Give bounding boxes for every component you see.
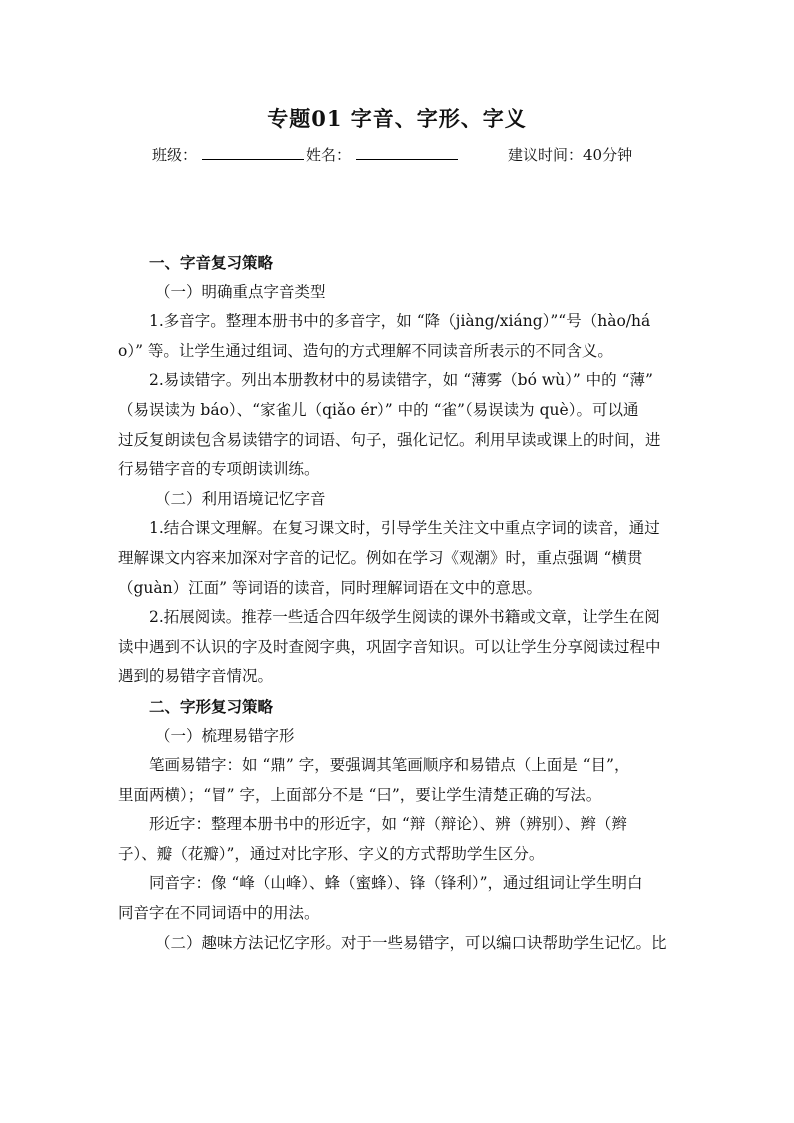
section-heading: 一、字音复习策略 [149, 253, 274, 272]
body-text-line: 形近字：整理本册书中的形近字，如 “辩（辩论）、辨（辨别）、辫（辫 [149, 815, 627, 834]
class-label: 班级： [152, 146, 198, 164]
body-text-line: 子）、瓣（花瓣）”，通过对比字形、字义的方式帮助学生区分。 [118, 844, 545, 863]
body-text-line: 理解课文内容来加深对字音的记忆。例如在学习《观潮》时，重点强调 “横贯 [118, 548, 643, 567]
document-body [118, 248, 678, 958]
body-text-line: 1.结合课文理解。在复习课文时，引导学生关注文中重点字词的读音，通过 [149, 519, 660, 538]
body-text-line: 2.易读错字。列出本册教材中的易读错字，如 “薄雾（bó wù）” 中的 “薄” [149, 371, 653, 390]
body-text-line: 同音字在不同词语中的用法。 [118, 904, 320, 923]
body-text-line: 1.多音字。整理本册书中的多音字，如 “降（jiàng/xiáng）”“号（hào/há [149, 312, 651, 331]
subsection-heading: （一）梳理易错字形 [155, 726, 295, 745]
body-text-line: 过反复朗读包含易读错字的词语、句子，强化记忆。利用早读或课上的时间，进 [118, 430, 661, 449]
class-blank-field[interactable] [202, 144, 304, 160]
name-blank-field[interactable] [356, 144, 458, 160]
subsection-heading: （二）利用语境记忆字音 [155, 489, 326, 508]
body-text-line: 里面两横）；“冒” 字，上面部分不是 “曰”，要让学生清楚正确的写法。 [118, 785, 602, 804]
body-text-line: 读中遇到不认识的字及时查阅字典，巩固字音知识。可以让学生分享阅读过程中 [118, 637, 661, 656]
body-text-line: （guàn）江面” 等词语的读音，同时理解词语在文中的意思。 [118, 578, 542, 597]
name-label: 姓名： [306, 146, 352, 164]
body-text-line: 遇到的易错字音情况。 [118, 667, 274, 686]
body-text-line: （易误读为 báo）、“家雀儿（qiǎo ér）” 中的 “雀”（易误读为 què）。可以通 [118, 400, 639, 419]
body-text-line: 2.拓展阅读。推荐一些适合四年级学生阅读的课外书籍或文章，让学生在阅 [149, 608, 660, 627]
section-heading: 二、字形复习策略 [149, 696, 274, 716]
body-text-line: 同音字：像 “峰（山峰）、蜂（蜜蜂）、锋（锋利）”，通过组词让学生明白 [149, 874, 643, 893]
suggested-time: 建议时间：40分钟 [508, 146, 633, 164]
document-title: 专题01 字音、字形、字义 [267, 106, 527, 131]
body-text-line: 笔画易错字：如 “鼎” 字，要强调其笔画顺序和易错点（上面是 “目”， [149, 756, 630, 775]
subsection-heading: （一）明确重点字音类型 [155, 282, 326, 301]
subsection-heading: （二）趣味方法记忆字形。对于一些易错字，可以编口诀帮助学生记忆。比 [155, 933, 667, 952]
student-info-row [152, 144, 712, 168]
body-text-line: o）” 等。让学生通过组词、造句的方式理解不同读音所表示的不同含义。 [118, 341, 613, 360]
body-text-line: 行易错字音的专项朗读训练。 [118, 460, 320, 479]
